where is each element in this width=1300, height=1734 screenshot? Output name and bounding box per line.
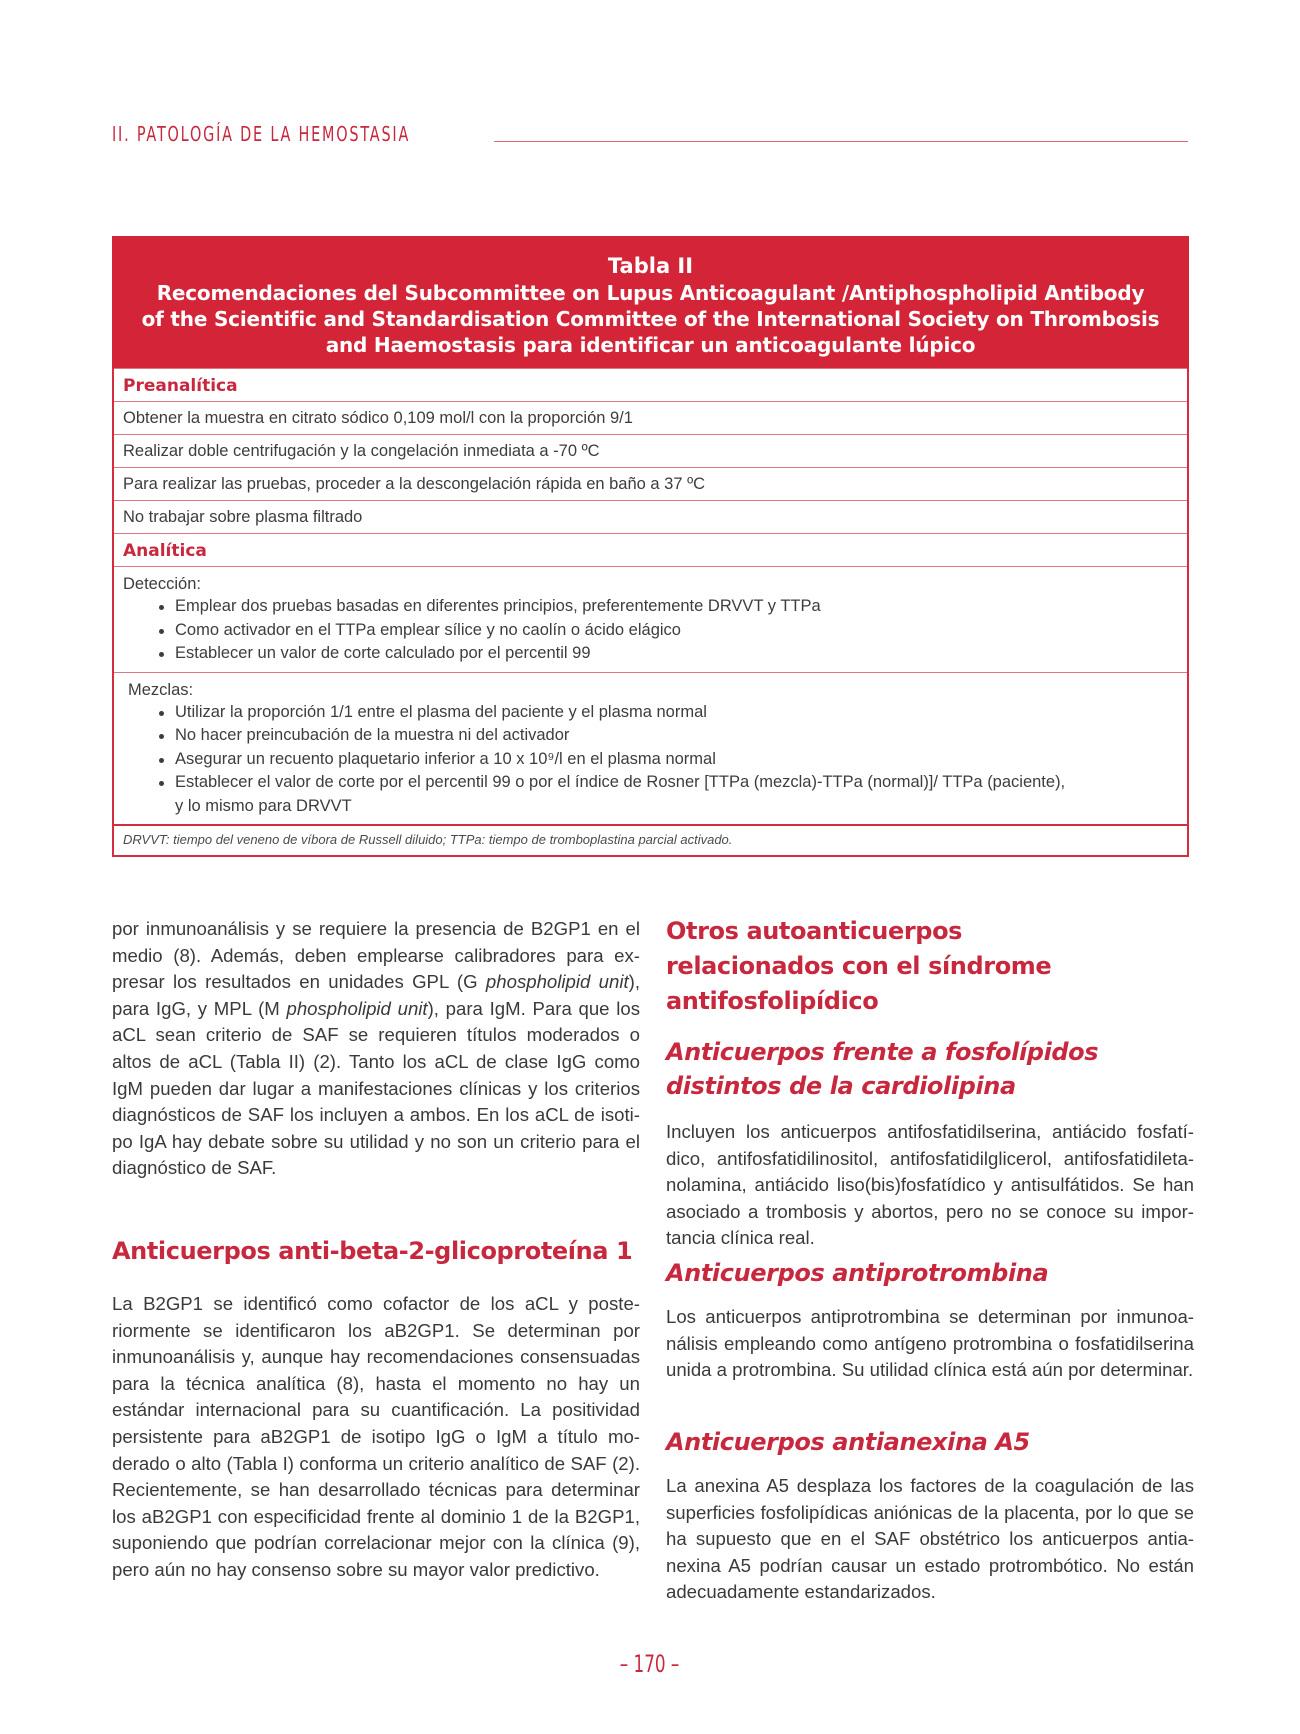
bullet-list: [123, 701, 1178, 819]
table-row: Obtener la muestra en citrato sódico 0,109 mol/l con la proporción 9/1: [114, 401, 1187, 434]
text-run: por inmunoanálisis y se requiere la presencia de B2GP1 en el medio (8). Además, deben emplearse calibradores para expresar los resultados en unidades GPL (G: [112, 918, 640, 993]
italic-term: phospholipid unit: [286, 997, 428, 1019]
section-analitica: Analítica: [114, 533, 1187, 566]
page-number-text: – 170 –: [620, 1650, 680, 1678]
text-run: ), para IgG, y MPL (M: [112, 971, 641, 1019]
running-title: II. PATOLOGÍA DE LA HEMOSTASIA: [112, 122, 411, 146]
table-row: Para realizar las pruebas, proceder a la descongelación rápida en baño a 37 ºC: [114, 467, 1187, 500]
group-deteccion: [114, 566, 1187, 672]
list-item: Utilizar la proporción 1/1 entre el plasma del paciente y el plasma normal: [159, 701, 1178, 725]
right-subsection-antiprotrombina: [666, 1256, 1194, 1384]
italic-term: phospholipid unit: [485, 971, 629, 993]
group-mezclas: [114, 672, 1187, 825]
section-paragraph: La B2GP1 se identificó como cofactor de los aCL y posteriormente se identificaron los aB2GP1. Se determinan por inmunoanálisis y, aunque hay recomendaciones consensuadas para la técnica analítica (8), hasta el momento no hay un estándar internacional para su cuantificación. La positividad persistente para aB2GP1 de isotipo IgG o IgM a título moderado o alto (Tabla I) conforma un criterio analítico de SAF (2). Recientemente, se han desarrollado técnicas para determinar los aB2GP1 con especificidad frente al dominio 1 de la B2GP1, suponiendo que podrían correlacionar mejor con la clínica (9), pero aún no hay consenso sobre su mayor valor predictivo.: [112, 1293, 640, 1580]
subsection-heading: Anticuerpos frente a fosfolípidos distintos de la cardiolipina: [666, 1038, 1099, 1100]
table-caption-line: of the Scientific and Standardisation Committee of the International Society on Thrombosis: [141, 307, 1160, 331]
left-column: [112, 916, 640, 1182]
table-row: Realizar doble centrifugación y la congelación inmediata a -70 ºC: [114, 434, 1187, 467]
subsection-heading: Anticuerpos antiprotrombina: [666, 1259, 1049, 1287]
table-ii: [112, 236, 1189, 857]
intro-paragraph: [112, 916, 640, 1182]
subsection-paragraph: Incluyen los anticuerpos antifosfatidilserina, antiácido fosfatídico, antifosfatidilinositol, antifosfatidilglicerol, antifosfatidiletanolamina, antiácido liso(bis)fosfatídico y antisulfátidos. Se han asociado a trombosis y abortos, pero no se conoce su importancia clínica real.: [666, 1121, 1194, 1249]
table-header: [112, 236, 1189, 368]
running-header: [112, 122, 1188, 146]
table-caption: [132, 280, 1169, 358]
bullet-list: [123, 595, 1178, 666]
section-heading-otros: Otros autoanticuerpos relacionados con el síndrome antifosfolipídico: [666, 917, 1052, 1015]
subsection-paragraph: Los anticuerpos antiprotrombina se determinan por inmunoanálisis empleando como antígeno protrombina o fosfatidilserina unida a protrombina. Su utilidad clínica está aún por determinar.: [666, 1306, 1194, 1381]
group-label: Mezclas:: [128, 680, 194, 699]
table-row: No trabajar sobre plasma filtrado: [114, 500, 1187, 533]
list-item: Como activador en el TTPa emplear sílice y no caolín o ácido elágico: [159, 619, 1178, 643]
list-item: Emplear dos pruebas basadas en diferentes principios, preferentemente DRVVT y TTPa: [159, 595, 1178, 619]
right-subsection-antianexina: [666, 1425, 1194, 1606]
subsection-heading: Anticuerpos antianexina A5: [666, 1428, 1030, 1456]
header-rule: [494, 141, 1188, 142]
page-number: [0, 1650, 1300, 1678]
list-item: Establecer un valor de corte calculado por el percentil 99: [159, 642, 1178, 666]
section-heading-anti-b2gp1: Anticuerpos anti-beta-2-glicoproteína 1: [112, 1237, 633, 1265]
list-item-text: Establecer el valor de corte por el percentil 99 o por el índice de Rosner [TTPa (mezcla)-TTPa (normal)]/ TTPa (paciente),: [175, 773, 1066, 791]
subsection-paragraph: La anexina A5 desplaza los factores de la coagulación de las superficies fosfolipídicas aniónicas de la placenta, por lo que se ha supuesto que en el SAF obstétrico los anticuerpos antianexina A5 podrían causar un estado protrombótico. No están adecuadamente estandarizados.: [666, 1475, 1194, 1603]
group-label: Detección:: [123, 575, 201, 593]
section-preanalitica: Preanalítica: [114, 368, 1187, 401]
table-number: Tabla II: [607, 254, 694, 278]
list-item: No hacer preincubación de la muestra ni del activador: [159, 724, 1178, 748]
list-item-continuation: y lo mismo para DRVVT: [175, 796, 352, 815]
table-footnote: DRVVT: tiempo del veneno de víbora de Russell diluido; TTPa: tiempo de tromboplastina parcial activado.: [114, 824, 1187, 855]
left-section: [112, 1234, 640, 1584]
right-column: [666, 914, 1194, 1252]
text-run: ), para IgM. Para que los aCL sean criterio de SAF se requieren títulos moderados o altos de aCL (Tabla II) (2). Tanto los aCL de clase IgG como IgM pueden dar lugar a manifestaciones clínicas y los criterios diagnósticos de SAF los incluyen a ambos. En los aCL de isotipo IgA hay debate sobre su utilidad y no son un criterio para el diagnóstico de SAF.: [112, 997, 641, 1179]
list-item: [159, 771, 1178, 818]
list-item: Asegurar un recuento plaquetario inferior a 10 x 10⁹/l en el plasma normal: [159, 748, 1178, 772]
table-caption-line: Recomendaciones del Subcommittee on Lupus Anticoagulant /Antiphospholipid Antibody: [156, 281, 1145, 305]
table-caption-line: and Haemostasis para identificar un anticoagulante lúpico: [325, 333, 976, 357]
